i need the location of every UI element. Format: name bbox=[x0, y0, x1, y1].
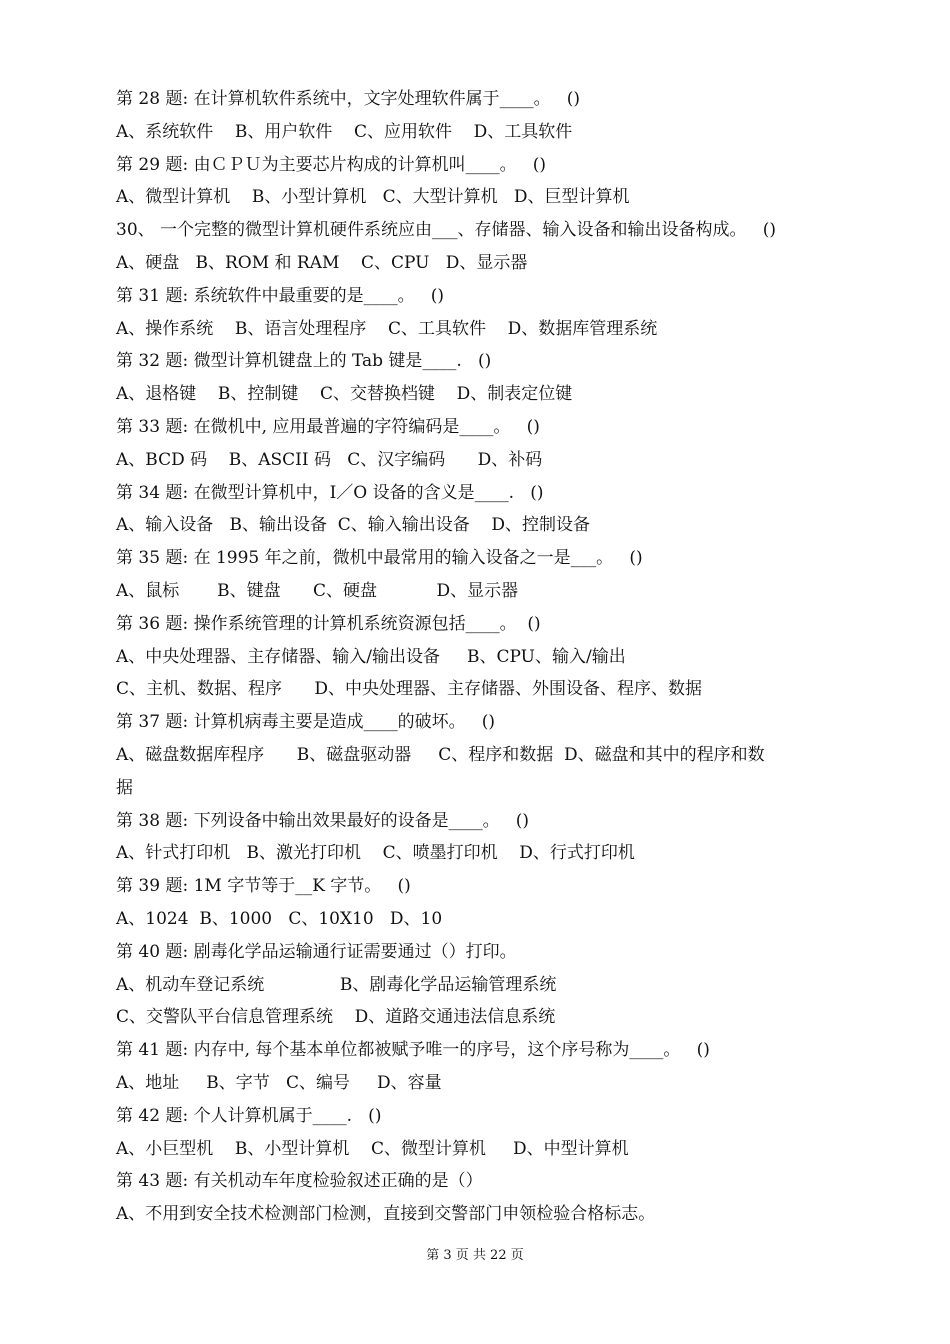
text-line: A、输入设备 B、输出设备 C、输入输出设备 D、控制设备 bbox=[116, 515, 591, 536]
text-line: 第 28 题: 在计算机软件系统中，文字处理软件属于____。 () bbox=[116, 89, 581, 109]
text-line: A、针式打印机 B、激光打印机 C、喷墨打印机 D、行式打印机 bbox=[116, 843, 635, 864]
text-line: A、地址 B、字节 C、编号 D、容量 bbox=[116, 1072, 442, 1093]
text-line: 第 35 题: 在 1995 年之前，微机中最常用的输入设备之一是___。 () bbox=[116, 548, 643, 569]
text-line: A、微型计算机 B、小型计算机 C、大型计算机 D、巨型计算机 bbox=[116, 187, 630, 208]
text-line: A、中央处理器、主存储器、输入/输出设备 B、CPU、输入/输出 bbox=[116, 646, 626, 667]
text-line: C、主机、数据、程序 D、中央处理器、主存储器、外围设备、程序、数据 bbox=[116, 679, 703, 700]
page-number-footer: 第 3 页 共 22 页 bbox=[426, 1248, 524, 1263]
text-line: A、系统软件 B、用户软件 C、应用软件 D、工具软件 bbox=[116, 121, 573, 142]
text-line: 第 37 题: 计算机病毒主要是造成____的破坏。 () bbox=[116, 712, 496, 733]
text-line: A、机动车登记系统 B、剧毒化学品运输管理系统 bbox=[116, 974, 557, 995]
text-line: 第 42 题: 个人计算机属于____. () bbox=[116, 1105, 382, 1126]
text-line: A、BCD 码 B、ASCII 码 C、汉字编码 D、补码 bbox=[116, 449, 543, 470]
text-line: A、小巨型机 B、小型计算机 C、微型计算机 D、中型计算机 bbox=[116, 1138, 629, 1159]
text-line: 第 34 题: 在微型计算机中，I／O 设备的含义是____. () bbox=[116, 482, 544, 503]
question-list bbox=[116, 83, 876, 1231]
text-line: 第 33 题: 在微机中, 应用最普遍的字符编码是____。 () bbox=[116, 416, 540, 437]
text-line: 第 29 题: 由ＣＰＵ为主要芯片构成的计算机叫____。 () bbox=[116, 154, 547, 175]
text-line: 第 38 题: 下列设备中输出效果最好的设备是____。 () bbox=[116, 810, 530, 831]
text-line: A、硬盘 B、ROM 和 RAM C、CPU D、显示器 bbox=[116, 252, 528, 273]
text-line: 第 32 题: 微型计算机键盘上的 Tab 键是____. () bbox=[116, 351, 492, 372]
text-line: 第 40 题: 剧毒化学品运输通行证需要通过（）打印。 bbox=[116, 941, 517, 962]
text-line: 第 39 题: 1M 字节等于__K 字节。 () bbox=[116, 876, 411, 897]
text-line: A、退格键 B、控制键 C、交替换档键 D、制表定位键 bbox=[116, 384, 573, 405]
text-line: C、交警队平台信息管理系统 D、道路交通违法信息系统 bbox=[116, 1007, 556, 1028]
text-line: 第 36 题: 操作系统管理的计算机系统资源包括____。 () bbox=[116, 613, 541, 634]
text-line: 第 43 题: 有关机动车年度检验叙述正确的是（） bbox=[116, 1171, 483, 1192]
text-line: A、磁盘数据库程序 B、磁盘驱动器 C、程序和数据 D、磁盘和其中的程序和数 bbox=[116, 744, 765, 765]
text-line: 第 41 题: 内存中, 每个基本单位都被赋予唯一的序号，这个序号称为____。 () bbox=[116, 1040, 710, 1061]
text-line: 30、 一个完整的微型计算机硬件系统应由___、存储器、输入设备和输出设备构成。 () bbox=[116, 220, 777, 241]
text-line: A、鼠标 B、键盘 C、硬盘 D、显示器 bbox=[116, 580, 519, 601]
text-line: A、1024 B、1000 C、10X10 D、10 bbox=[116, 908, 443, 929]
text-line: 据 bbox=[116, 777, 133, 798]
text-line: A、不用到安全技术检测部门检测，直接到交警部门申领检验合格标志。 bbox=[116, 1204, 656, 1225]
text-line: 第 31 题: 系统软件中最重要的是____。 () bbox=[116, 285, 445, 306]
text-line: A、操作系统 B、语言处理程序 C、工具软件 D、数据库管理系统 bbox=[116, 318, 658, 339]
